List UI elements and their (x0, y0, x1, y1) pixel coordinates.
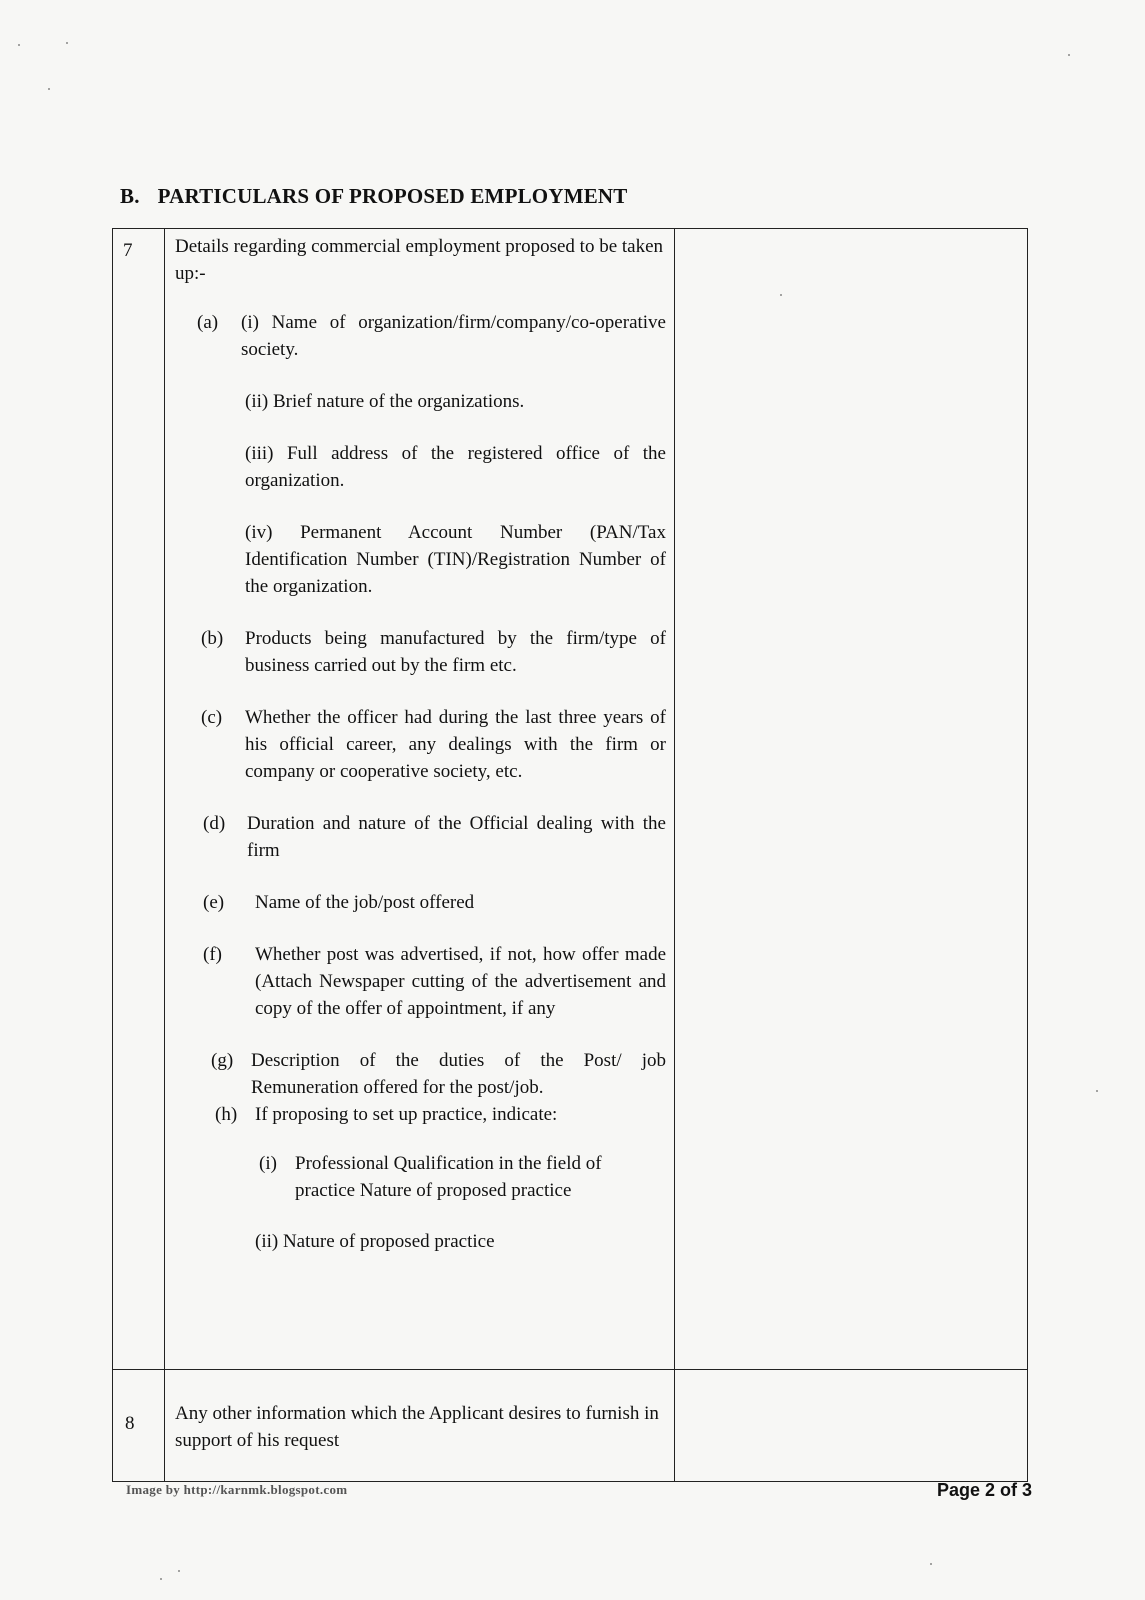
row-number: 7 (113, 229, 165, 1370)
item-text: Description of the duties of the Post/ job Remuneration offered for the post/job. (251, 1050, 666, 1098)
item-label: (a) (197, 312, 219, 333)
item-label: (g) (211, 1050, 234, 1071)
item-text: If proposing to set up practice, indicate: (255, 1104, 558, 1125)
row-intro: Details regarding commercial employment proposed to be taken up:- (175, 236, 664, 284)
table-row-7 (113, 229, 1028, 1370)
row-description: Any other information which the Applicant desires to furnish in support of his request (165, 1369, 675, 1481)
section-title: PARTICULARS OF PROPOSED EMPLOYMENT (157, 184, 628, 208)
item-d (203, 810, 666, 864)
scan-speck (780, 294, 782, 296)
answer-cell-8[interactable] (675, 1369, 1028, 1481)
item-label: (f) (203, 944, 222, 965)
item-h (215, 1101, 666, 1128)
item-label: (e) (203, 892, 225, 913)
item-h-ii (255, 1228, 666, 1255)
row-description (165, 229, 675, 1370)
item-a-ii: (ii) Brief nature of the organizations. (245, 391, 525, 412)
row-number: 8 (113, 1369, 165, 1481)
item-b (201, 625, 666, 679)
answer-cell-7[interactable] (675, 229, 1028, 1370)
item-text: (ii) Nature of proposed practice (255, 1231, 495, 1252)
item-c (201, 704, 666, 785)
item-e (203, 889, 666, 916)
scan-speck (48, 88, 50, 90)
item-a-iv: (iv) Permanent Account Number (PAN/Tax Identification Number (TIN)/Registration Number of the organization. (245, 522, 666, 597)
section-heading (120, 184, 628, 209)
scan-speck (1068, 54, 1070, 56)
section-letter: B. (120, 184, 140, 208)
item-label: (d) (203, 813, 226, 834)
item-a-iii: (iii) Full address of the registered office of the organization. (245, 443, 666, 491)
item-label: (b) (201, 628, 224, 649)
item-label: (i) (259, 1153, 277, 1174)
item-a (197, 309, 666, 363)
item-text: Name of the job/post offered (255, 892, 475, 913)
item-label: (c) (201, 707, 223, 728)
table-row-8 (113, 1369, 1028, 1481)
footer-credit: Image by http://karnmk.blogspot.com (126, 1482, 348, 1497)
employment-table-wrapper (112, 228, 1028, 1482)
item-text: Whether the officer had during the last three years of his official career, any dealings with the firm or company or cooperative society, etc. (245, 707, 666, 782)
item-label: (h) (215, 1104, 238, 1125)
scan-speck (66, 42, 68, 44)
item-text: Products being manufactured by the firm/type of business carried out by the firm etc. (245, 628, 666, 676)
scan-speck (178, 1570, 180, 1572)
item-a-i: (i) Name of organization/firm/company/co-operative society. (241, 312, 666, 360)
item-text: Whether post was advertised, if not, how offer made (Attach Newspaper cutting of the advertisement and copy of the offer of appointment, if any (255, 944, 666, 1019)
item-g (211, 1047, 666, 1101)
scan-speck (18, 44, 20, 46)
employment-table (112, 228, 1028, 1482)
scan-speck (930, 1563, 932, 1565)
item-h-i (259, 1150, 666, 1204)
item-text: Duration and nature of the Official dealing with the firm (247, 813, 666, 861)
item-text: Professional Qualification in the field of practice Nature of proposed practice (295, 1153, 602, 1201)
scan-speck (1096, 1090, 1098, 1092)
page-number: Page 2 of 3 (937, 1480, 1033, 1500)
scan-speck (160, 1578, 162, 1580)
item-f (203, 941, 666, 1022)
